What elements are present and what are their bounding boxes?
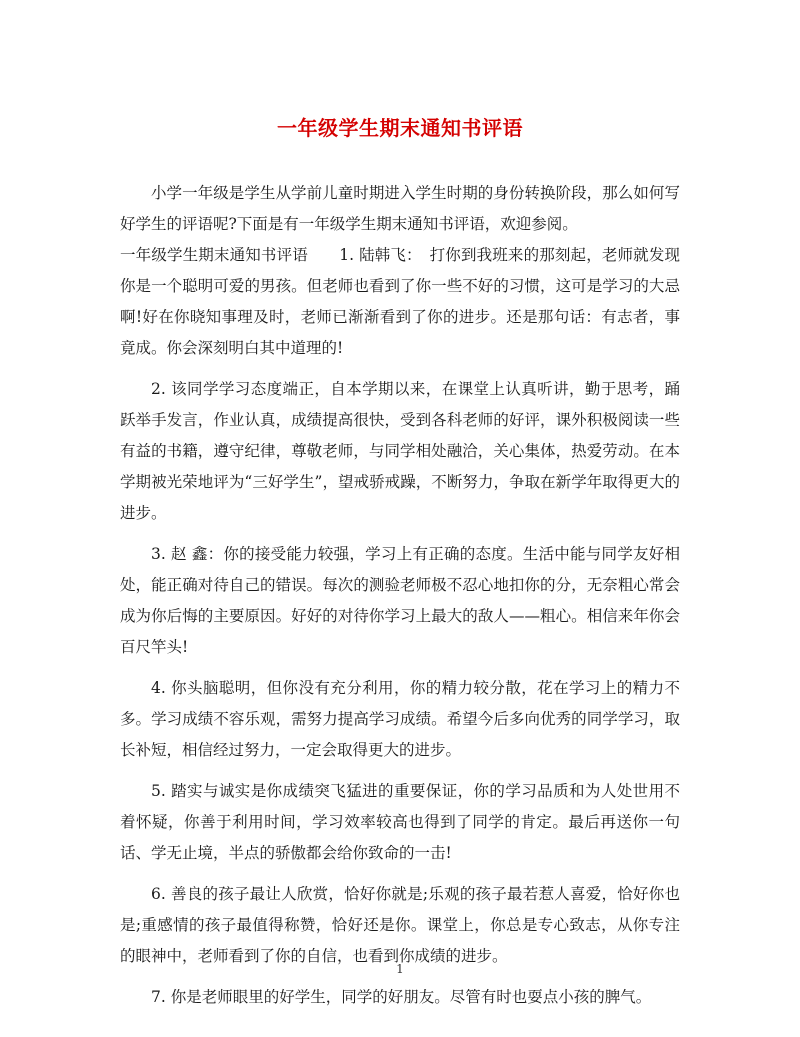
comment-paragraph-2: 2. 该同学学习态度端正，自本学期以来，在课堂上认真听讲，勤于思考，踊跃举手发言，作业认真，成绩提高很快，受到各科老师的好评，课外积极阅读一些有益的书籍，遵守纪律，尊敬老师，与同学相处融洽，关心集体，热爱劳动。在本学期被光荣地评为“三好学生”，望戒骄戒躁，不断努力，争取在新学年取得更大的进步。 (120, 380, 680, 522)
comment-paragraph-6: 6. 善良的孩子最让人欣赏，恰好你就是;乐观的孩子最若惹人喜爱，恰好你也是;重感情的孩子最值得称赞，恰好还是你。课堂上，你总是专心致志，从你专注的眼神中，老师看到了你的自信，也看到你成绩的进步。 (120, 885, 680, 965)
comment-paragraph-7: 7. 你是老师眼里的好学生，同学的好朋友。尽管有时也耍点小孩的脾气。 (151, 988, 652, 1006)
document-body (120, 178, 680, 1023)
comment-paragraph-4: 4. 你头脑聪明，但你没有充分利用，你的精力较分散，花在学习上的精力不多。学习成绩不容乐观，需努力提高学习成绩。希望今后多向优秀的同学学习，取长补短，相信经过努力，一定会取得更大的进步。 (120, 679, 680, 759)
intro-paragraph: 小学一年级是学生从学前儿童时期进入学生时期的身份转换阶段，那么如何写好学生的评语呢?下面是有一年级学生期末通知书评语，欢迎参阅。 (120, 184, 680, 233)
document-title: 一年级学生期末通知书评语 (277, 116, 523, 140)
comment-paragraph-3: 3. 赵 鑫：你的接受能力较强，学习上有正确的态度。生活中能与同学友好相处，能正确对待自己的错误。每次的测验老师极不忍心地扣你的分，无奈粗心常会成为你后悔的主要原因。好好的对待你学习上最大的敌人——粗心。相信来年你会百尺竿头! (120, 545, 680, 656)
page-number: 1 (396, 962, 404, 976)
comment-paragraph-1: 一年级学生期末通知书评语 1. 陆韩飞： 打你到我班来的那刻起，老师就发现你是一个聪明可爱的男孩。但老师也看到了你一些不好的习惯，这可是学习的大忌啊!好在你晓知事理及时，老师已渐渐看到了你的进步。还是那句话：有志者，事竟成。你会深刻明白其中道理的! (120, 246, 680, 357)
comment-paragraph-5: 5. 踏实与诚实是你成绩突飞猛进的重要保证，你的学习品质和为人处世用不着怀疑，你善于利用时间，学习效率较高也得到了同学的肯定。最后再送你一句话、学无止境，半点的骄傲都会给你致命的一击! (120, 782, 680, 862)
